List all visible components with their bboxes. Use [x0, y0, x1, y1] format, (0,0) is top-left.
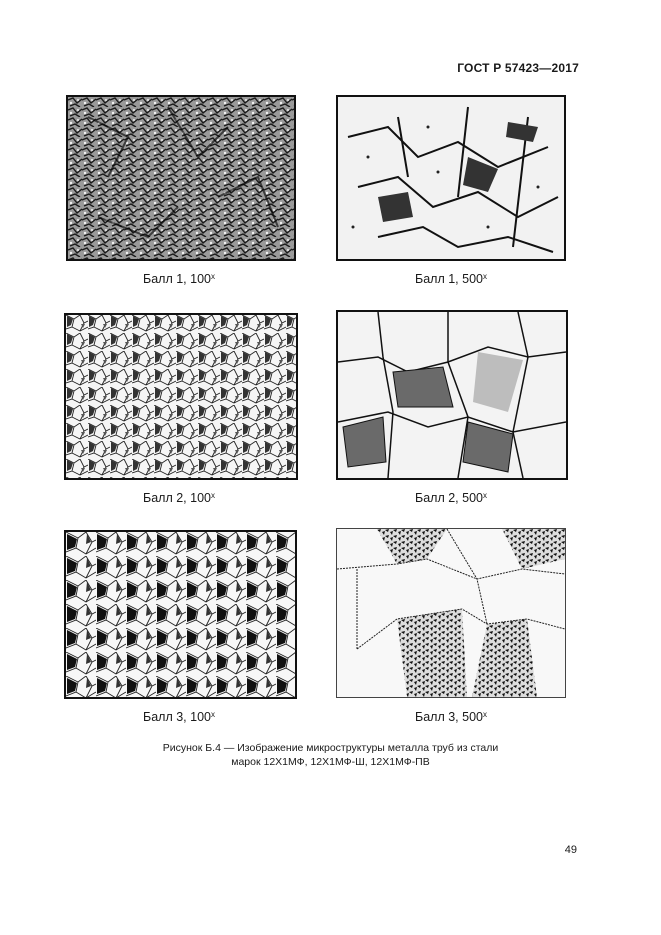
figure-caption-line-2: марок 12Х1МФ, 12Х1МФ-Ш, 12Х1МФ-ПВ — [231, 756, 430, 768]
document-code: ГОСТ Р 57423—2017 — [457, 61, 579, 75]
micrograph-ball3-100x — [64, 530, 297, 699]
micrograph-ball3-500x — [336, 528, 566, 698]
page-number: 49 — [564, 844, 577, 856]
micrograph-ball1-500x — [336, 95, 566, 261]
micrograph-ball1-100x — [66, 95, 296, 261]
figure-caption-ball3-500x: Балл 3, $500^х$ — [415, 710, 487, 724]
micrograph-ball2-100x — [64, 313, 298, 480]
figure-caption-ball1-500x: Балл 1, $500^х$ — [415, 272, 487, 286]
figure-caption-ball2-100x: Балл 2, $100^х$ — [143, 491, 215, 505]
figure-caption-line-1: Рисунок Б.4 — Изображение микроструктуры металла труб из стали — [162, 742, 499, 754]
figure-caption-ball2-500x: Балл 2, $500^х$ — [415, 491, 487, 505]
micrograph-ball2-500x — [336, 310, 568, 480]
figure-caption — [0, 741, 661, 769]
figure-caption-ball1-100x: Балл 1, $100^х$ — [143, 272, 215, 286]
figure-caption-ball3-100x: Балл 3, $100^х$ — [143, 710, 215, 724]
